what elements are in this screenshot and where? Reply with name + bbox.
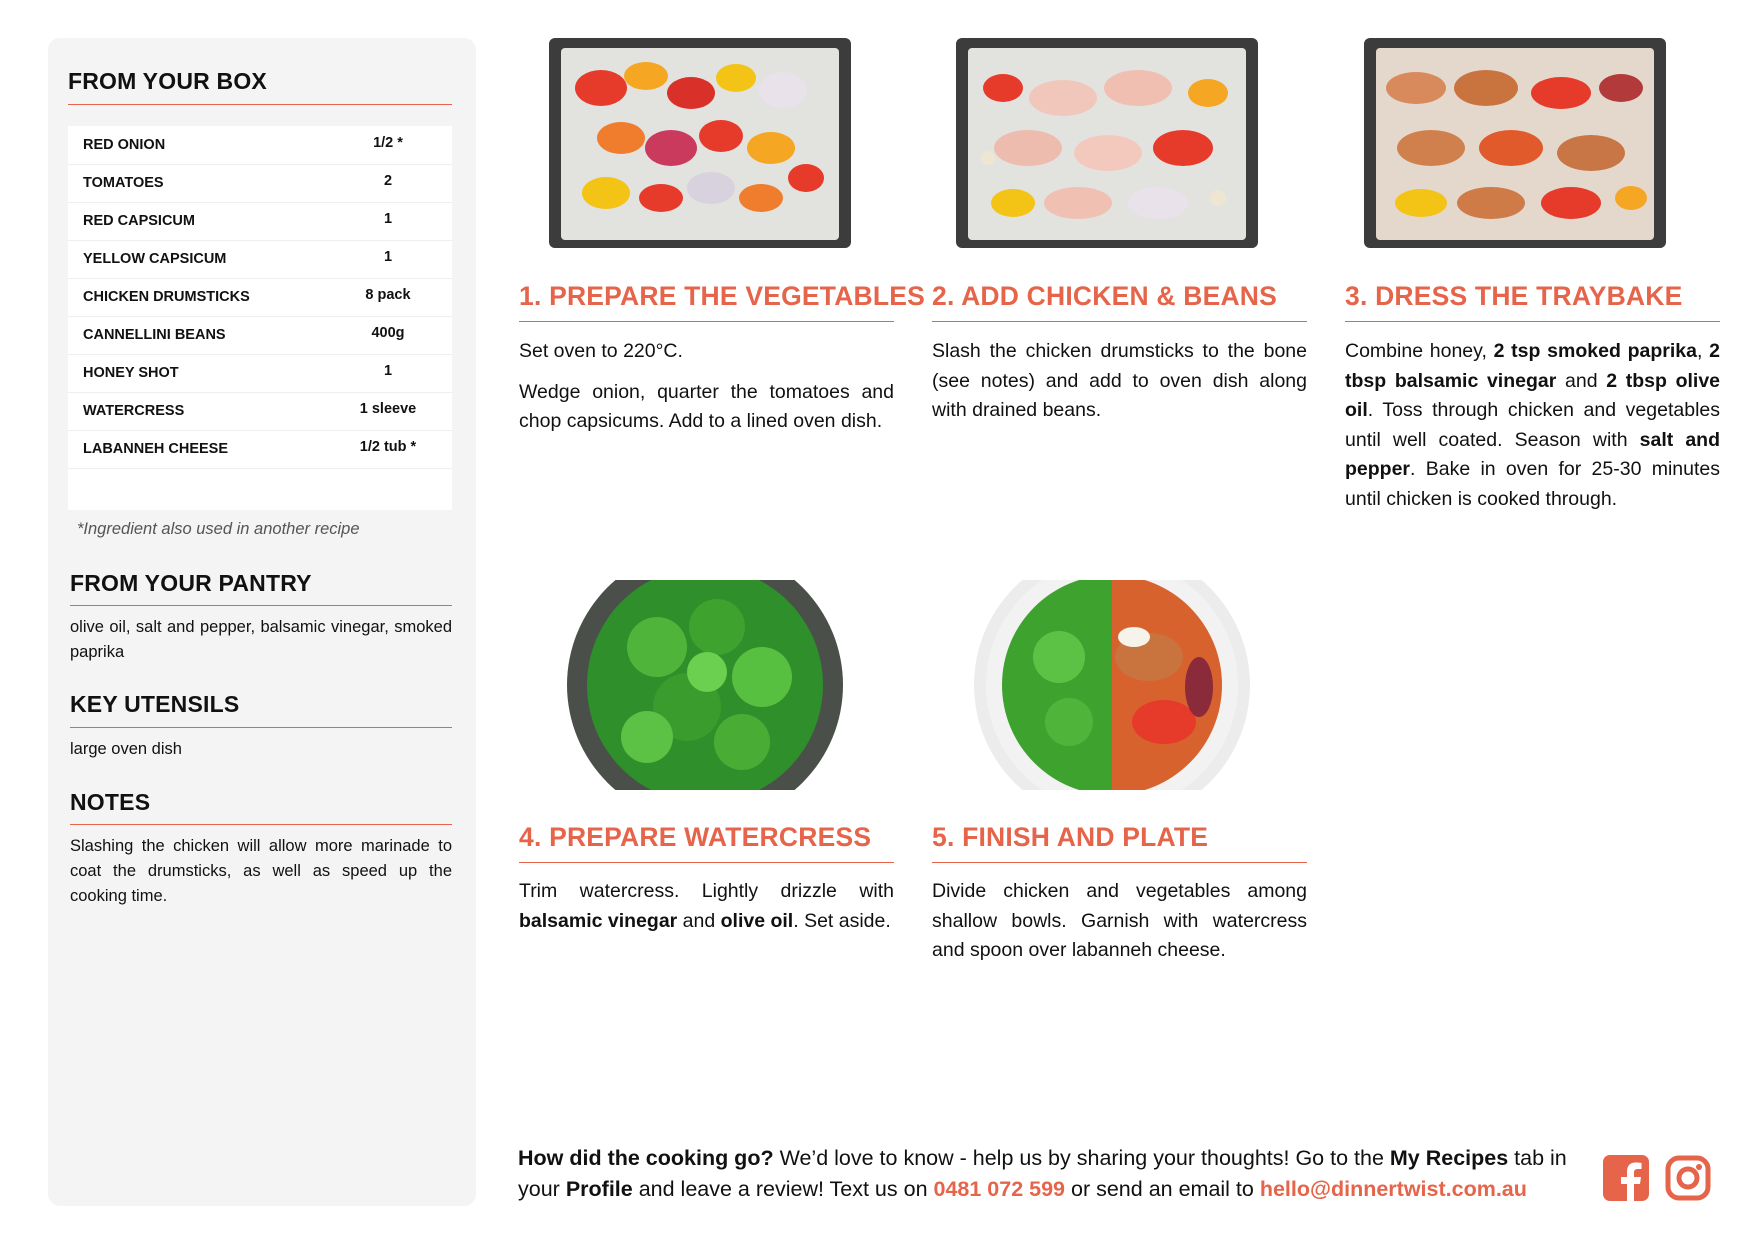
instagram-icon[interactable]	[1665, 1155, 1711, 1201]
step-3-photo	[1334, 38, 1709, 248]
ingredient-qty: 2	[383, 173, 393, 189]
plate	[974, 580, 1250, 790]
notes-text: Slashing the chicken will allow more marinade to coat the drumsticks, as well as speed up the cooking time.	[70, 837, 452, 905]
step-3-text-run: . Toss through chicken and vegetables until well coated. Season with	[1345, 399, 1720, 451]
footer-text: We’d love to know - help us by sharing your thoughts! Go to the	[773, 1146, 1390, 1170]
divider	[519, 862, 894, 863]
oven-tray	[1364, 38, 1666, 248]
step-4-text-run: . Set aside.	[793, 909, 891, 932]
phone-link[interactable]: 0481 072 599	[933, 1177, 1066, 1201]
from-your-box-heading: FROM YOUR BOX	[68, 68, 267, 94]
ingredient-row	[68, 354, 452, 393]
step-4-paragraph	[519, 877, 894, 936]
divider	[70, 727, 452, 728]
step-1-paragraph: Wedge onion, quarter the tomatoes and chop capsicums. Add to a lined oven dish.	[519, 380, 894, 432]
email-link[interactable]: hello@dinnertwist.com.au	[1259, 1177, 1527, 1201]
ingredient-table	[68, 126, 452, 510]
step-3-text-run: ,	[1696, 340, 1710, 362]
divider	[932, 321, 1307, 322]
ingredient-name: CHICKEN DRUMSTICKS	[83, 289, 250, 305]
step-5-title: 5. FINISH AND PLATE	[932, 822, 1209, 852]
divider	[932, 862, 1307, 863]
ingredient-qty: 1	[383, 363, 393, 379]
step-5-photo	[926, 580, 1301, 790]
notes-heading: NOTES	[70, 789, 151, 815]
ingredient-row	[68, 430, 452, 469]
feedback-question: How did the cooking go?	[518, 1146, 774, 1170]
baking-paper	[561, 48, 839, 240]
step-1-title: 1. PREPARE THE VEGETABLES	[519, 281, 926, 311]
dressed-traybake-illustration	[1376, 48, 1654, 240]
ingredient-name: WATERCRESS	[83, 403, 185, 419]
step-3-text-run: and	[1556, 369, 1607, 392]
divider	[1345, 321, 1720, 322]
ingredient-row	[68, 202, 452, 241]
step-5-text	[932, 877, 1307, 977]
ingredient-footnote: *Ingredient also used in another recipe	[77, 520, 360, 538]
ingredients-sidebar	[48, 38, 476, 1206]
watercress-illustration	[567, 580, 843, 790]
facebook-icon[interactable]	[1603, 1155, 1649, 1201]
ingredient-row	[68, 392, 452, 431]
divider	[70, 824, 452, 825]
step-3-title: 3. DRESS THE TRAYBAKE	[1345, 281, 1683, 311]
my-recipes-label: My Recipes	[1389, 1146, 1509, 1170]
ingredient-name: YELLOW CAPSICUM	[83, 251, 227, 267]
step-3-bold-run: 2 tbsp balsamic vinegar	[1345, 340, 1720, 392]
ingredient-qty: 8 pack	[365, 287, 411, 303]
divider	[68, 104, 452, 105]
ingredient-name: RED ONION	[83, 137, 166, 153]
profile-label: Profile	[565, 1177, 633, 1201]
ingredient-qty: 400g	[371, 325, 405, 341]
step-2-text	[932, 337, 1307, 437]
ingredient-qty: 1	[383, 211, 393, 227]
step-2-photo	[926, 38, 1301, 248]
step-4-title: 4. PREPARE WATERCRESS	[519, 822, 872, 852]
step-1-photo	[519, 38, 894, 248]
ingredient-name: TOMATOES	[83, 175, 164, 191]
chicken-beans-illustration	[968, 48, 1246, 240]
step-4-text	[519, 877, 894, 947]
utensils-text: large oven dish	[70, 740, 182, 758]
ingredient-row	[68, 164, 452, 203]
ingredient-row	[68, 278, 452, 317]
step-3-text-run: Combine honey,	[1345, 340, 1494, 362]
divider	[70, 605, 452, 606]
ingredient-name: CANNELLINI BEANS	[83, 327, 226, 343]
step-4-text-run: Trim watercress. Lightly drizzle with	[519, 880, 894, 902]
step-3-text-run: . Bake in oven for 25-30 minutes until chicken is cooked through.	[1345, 458, 1720, 510]
ingredient-qty: 1/2 tub *	[359, 439, 417, 455]
footer-text: and leave a review! Text us on	[632, 1177, 934, 1201]
ingredient-name: RED CAPSICUM	[83, 213, 195, 229]
ingredient-name: HONEY SHOT	[83, 365, 179, 381]
feedback-footer	[518, 1143, 1583, 1205]
ingredient-name: LABANNEH CHEESE	[83, 441, 229, 457]
step-4-text-run: and	[677, 909, 721, 932]
step-1-paragraph: Set oven to 220°C.	[519, 340, 683, 362]
divider	[519, 321, 894, 322]
step-3-text	[1345, 337, 1720, 525]
step-5-paragraph: Divide chicken and vegetables among shallow bowls. Garnish with watercress and spoon over labanneh cheese.	[932, 880, 1307, 961]
ingredient-qty: 1 sleeve	[359, 401, 417, 417]
key-utensils-heading: KEY UTENSILS	[70, 691, 240, 717]
step-3-paragraph	[1345, 337, 1720, 514]
step-3-bold-run: salt and pepper	[1345, 428, 1721, 480]
oven-tray	[956, 38, 1258, 248]
step-3-bold-run: 2 tsp smoked paprika	[1493, 340, 1697, 362]
baking-paper	[1376, 48, 1654, 240]
ingredient-row	[68, 240, 452, 279]
ingredient-qty: 1/2 *	[373, 135, 403, 151]
baking-paper	[968, 48, 1246, 240]
footer-text: tab in your	[518, 1146, 1567, 1201]
ingredient-row	[68, 126, 452, 165]
step-2-paragraph: Slash the chicken drumsticks to the bone (see notes) and add to oven dish along with drained beans.	[932, 340, 1307, 421]
plated-dish-illustration	[974, 580, 1250, 790]
step-2-title: 2. ADD CHICKEN & BEANS	[932, 281, 1278, 311]
step-3-bold-run: 2 tbsp olive oil	[1345, 369, 1721, 421]
step-4-photo	[519, 580, 894, 790]
ingredient-row	[68, 316, 452, 355]
pantry-text: olive oil, salt and pepper, balsamic vinegar, smoked paprika	[70, 618, 452, 661]
step-4-bold-run: olive oil	[720, 909, 794, 932]
oven-tray	[549, 38, 851, 248]
bowl	[567, 580, 843, 790]
vegetables-illustration	[561, 48, 839, 240]
step-1-text	[519, 337, 894, 448]
footer-text: or send an email to	[1065, 1177, 1260, 1201]
from-your-pantry-heading: FROM YOUR PANTRY	[70, 570, 312, 596]
step-4-bold-run: balsamic vinegar	[519, 909, 678, 932]
ingredient-qty: 1	[383, 249, 393, 265]
